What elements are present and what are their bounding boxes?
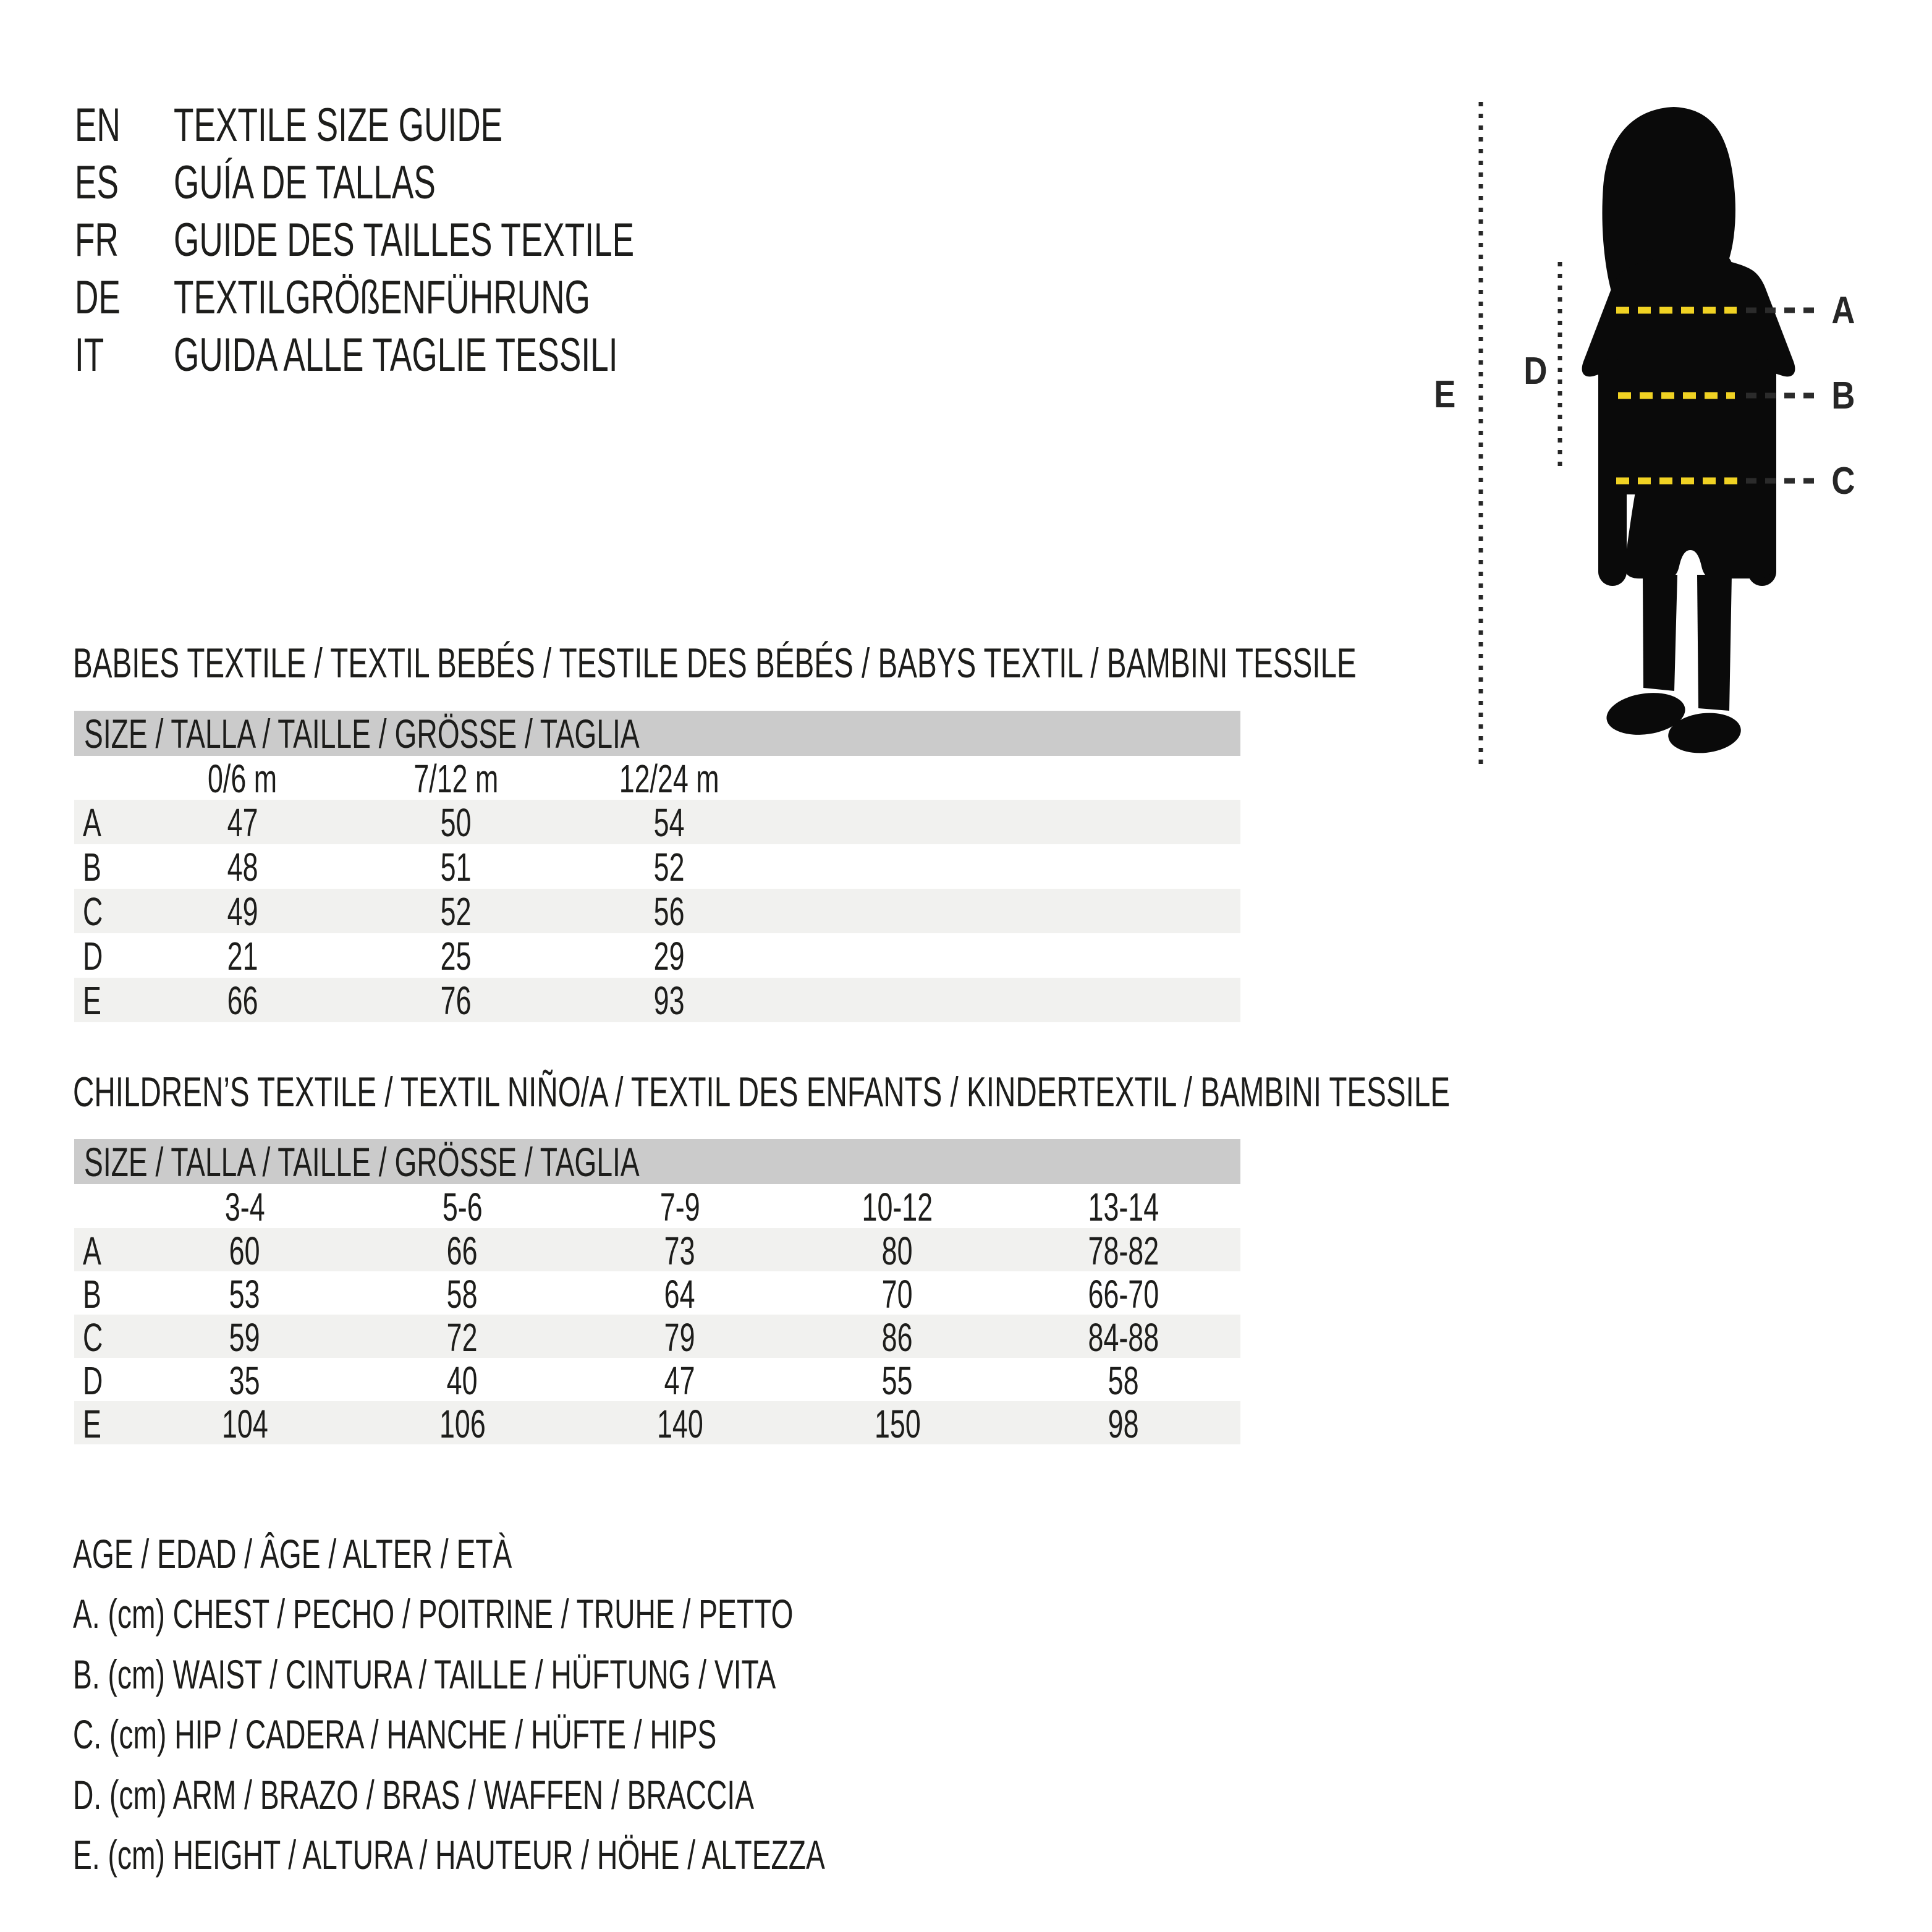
language-row-en — [75, 96, 831, 154]
language-title-list — [75, 96, 831, 384]
row-label: C — [83, 1315, 103, 1360]
language-title: GUIDA ALLE TAGLIE TESSILI — [174, 329, 618, 381]
cell: 93 — [653, 978, 685, 1023]
cell: 25 — [440, 934, 472, 978]
cell: 29 — [653, 934, 685, 978]
row-label: B — [83, 1272, 101, 1316]
filler-cell — [776, 889, 1240, 934]
children-table-columns — [74, 1184, 1240, 1228]
cell: 66 — [227, 978, 258, 1023]
column-header: 13-14 — [1088, 1185, 1159, 1229]
cell: 73 — [664, 1229, 695, 1273]
table-row — [74, 889, 1240, 933]
row-label: B — [83, 845, 101, 889]
cell: 59 — [229, 1315, 260, 1360]
row-label: E — [83, 978, 101, 1023]
language-row-de — [75, 269, 831, 326]
cell: 21 — [227, 934, 258, 978]
filler-cell — [776, 800, 1240, 845]
cell: 52 — [653, 845, 685, 889]
row-label: E — [83, 1402, 101, 1446]
cell: 54 — [653, 800, 685, 845]
children-section-title: CHILDREN’S TEXTILE / TEXTIL NIÑO/A / TEXTIL DES ENFANTS / KINDERTEXTIL / BAMBINI TESSILE — [73, 1069, 1451, 1116]
language-row-es — [75, 154, 831, 211]
table-row — [74, 800, 1240, 844]
row-label: A — [83, 1229, 101, 1273]
measure-label-C: C — [1831, 459, 1855, 502]
language-title: TEXTILE SIZE GUIDE — [174, 99, 503, 151]
cell: 106 — [439, 1402, 486, 1446]
row-label: D — [83, 934, 103, 978]
language-code: EN — [75, 99, 121, 151]
filler-cell — [776, 844, 1240, 890]
cell: 66-70 — [1088, 1272, 1159, 1316]
cell: 58 — [1108, 1358, 1139, 1403]
measure-label-D: D — [1523, 349, 1548, 392]
column-header: 0/6 m — [208, 756, 278, 801]
language-row-fr — [75, 211, 831, 269]
measure-label-B: B — [1831, 374, 1855, 417]
table-row — [74, 933, 1240, 978]
column-header: 7/12 m — [413, 756, 498, 801]
table-row — [74, 1228, 1240, 1271]
row-label: A — [83, 800, 101, 845]
cell: 86 — [882, 1315, 913, 1360]
empty-corner-cell — [74, 756, 136, 802]
cell: 150 — [874, 1402, 921, 1446]
legend-line-waist: B. (cm) WAIST / CINTURA / TAILLE / HÜFTUNG / VITA — [73, 1651, 776, 1697]
cell: 80 — [882, 1229, 913, 1273]
cell: 35 — [229, 1358, 260, 1403]
cell: 98 — [1108, 1402, 1139, 1446]
cell: 48 — [227, 845, 258, 889]
language-title: TEXTILGRÖßENFÜHRUNG — [174, 271, 590, 324]
cell: 58 — [447, 1272, 478, 1316]
column-header: 5-6 — [442, 1185, 483, 1229]
table-row — [74, 1271, 1240, 1315]
filler-cell — [776, 756, 1240, 802]
cell: 51 — [440, 845, 472, 889]
measure-label-A: A — [1831, 289, 1855, 332]
legend-line-chest: A. (cm) CHEST / PECHO / POITRINE / TRUHE / PETTO — [73, 1591, 794, 1637]
cell: 40 — [447, 1358, 478, 1403]
filler-cell — [776, 933, 1240, 979]
babies-table-header: SIZE / TALLA / TAILLE / GRÖSSE / TAGLIA — [74, 711, 1240, 756]
column-header: 10-12 — [862, 1185, 933, 1229]
language-title: GUIDE DES TAILLES TEXTILE — [174, 214, 635, 266]
cell: 60 — [229, 1229, 260, 1273]
cell: 76 — [440, 978, 472, 1023]
language-code: DE — [75, 271, 121, 324]
cell: 70 — [882, 1272, 913, 1316]
legend-line-height: E. (cm) HEIGHT / ALTURA / HAUTEUR / HÖHE / ALTEZZA — [73, 1832, 825, 1878]
column-header: 3-4 — [224, 1185, 265, 1229]
table-row — [74, 1358, 1240, 1401]
empty-corner-cell — [74, 1184, 136, 1230]
babies-size-table — [74, 711, 1240, 1022]
table-row — [74, 1315, 1240, 1358]
measure-label-E: E — [1434, 373, 1456, 416]
language-row-it — [75, 326, 831, 384]
row-label: C — [83, 889, 103, 934]
cell: 52 — [440, 889, 472, 934]
language-code: FR — [75, 214, 119, 266]
cell: 64 — [664, 1272, 695, 1316]
cell: 50 — [440, 800, 472, 845]
measurement-legend — [73, 1523, 1147, 1885]
cell: 55 — [882, 1358, 913, 1403]
legend-line-hip: C. (cm) HIP / CADERA / HANCHE / HÜFTE / HIPS — [73, 1711, 717, 1758]
babies-section-title: BABIES TEXTILE / TEXTIL BEBÉS / TESTILE DES BÉBÉS / BABYS TEXTIL / BAMBINI TESSILE — [73, 640, 1357, 687]
cell: 84-88 — [1088, 1315, 1159, 1360]
cell: 79 — [664, 1315, 695, 1360]
language-code: ES — [75, 156, 119, 209]
table-row — [74, 844, 1240, 889]
cell: 49 — [227, 889, 258, 934]
legend-line-age: AGE / EDAD / ÂGE / ALTER / ETÀ — [73, 1530, 512, 1577]
cell: 140 — [656, 1402, 703, 1446]
language-code: IT — [75, 329, 104, 381]
cell: 56 — [653, 889, 685, 934]
language-title: GUÍA DE TALLAS — [174, 156, 436, 209]
legend-line-arm: D. (cm) ARM / BRAZO / BRAS / WAFFEN / BRACCIA — [73, 1771, 755, 1818]
babies-table-columns — [74, 756, 1240, 800]
children-table-header: SIZE / TALLA / TAILLE / GRÖSSE / TAGLIA — [74, 1139, 1240, 1184]
table-row — [74, 1401, 1240, 1444]
column-header: 7-9 — [659, 1185, 700, 1229]
column-header: 12/24 m — [619, 756, 719, 801]
cell: 66 — [447, 1229, 478, 1273]
row-label: D — [83, 1358, 103, 1403]
cell: 47 — [664, 1358, 695, 1403]
filler-cell — [776, 978, 1240, 1023]
children-size-table — [74, 1139, 1240, 1444]
table-row — [74, 978, 1240, 1022]
cell: 53 — [229, 1272, 260, 1316]
cell: 78-82 — [1088, 1229, 1159, 1273]
cell: 72 — [447, 1315, 478, 1360]
cell: 47 — [227, 800, 258, 845]
cell: 104 — [221, 1402, 268, 1446]
